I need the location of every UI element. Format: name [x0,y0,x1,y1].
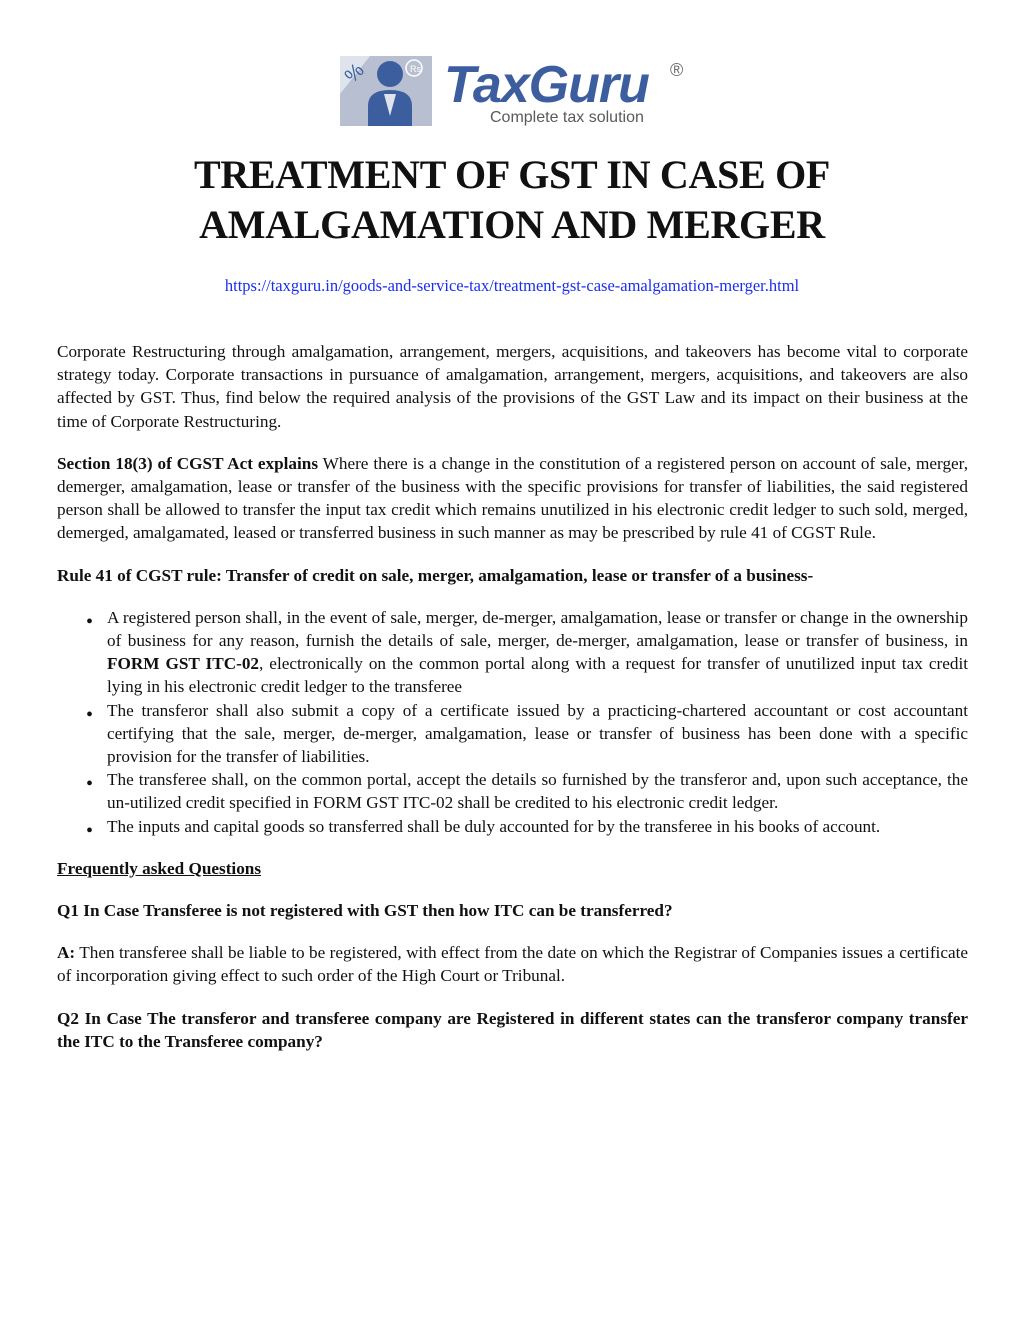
logo-registered-mark: ® [670,60,684,80]
bullet-icon: • [86,773,94,796]
logo-tagline: Complete tax solution [490,109,644,126]
title-line-2: AMALGAMATION AND MERGER [199,202,825,247]
intro-paragraph: Corporate Restructuring through amalgamation, arrangement, mergers, acquisitions, and takeovers has become vital to corporate strategy today. Corporate transactions in pursuance of amalgamation, arrangement, mergers, acquisitions, and takeovers are also affected by GST. Thus, find below the required analysis of the provisions of the GST Law and its impact on their business at the time of Corporate Restructuring. [57,342,968,431]
logo-brand-text: TaxGuru [444,56,649,114]
bullet-3-text: The transferee shall, on the common portal, accept the details so furnished by the transferor and, upon such acceptance, the un-utilized credit specified in FORM GST ITC-02 shall be credited to his electronic credit ledger. [107,770,968,813]
list-item [86,606,969,699]
bullet-icon: • [86,703,94,726]
taxguru-logo [340,54,690,130]
article-body [57,340,968,1072]
faq-question-2: Q2 In Case The transferor and transferee company are Registered in different states can the transferor company transfer the ITC to the Transferee company? [57,1008,968,1051]
section-paragraph [57,452,968,545]
bullet-1-pre: A registered person shall, in the event of sale, merger, de-merger, amalgamation, lease or transfer or change in the ownership of business for any reason, furnish the details of sale, merger, de-merger, amalgamation, lease or transfer of business, in [107,607,968,651]
logo-person-head [377,61,403,87]
bullet-icon: • [86,819,94,842]
taxguru-logo-graphic [340,54,690,130]
rule-heading: Rule 41 of CGST rule: Transfer of credit on sale, merger, amalgamation, lease or transfer of a business- [57,565,814,585]
logo-percent: % [340,59,369,88]
list-item [86,699,968,769]
rule-bullet-list [57,606,969,842]
page-title [0,150,1024,250]
logo-rs: Rs [410,64,421,74]
list-item [86,815,968,842]
answer-label: A: [57,943,76,963]
source-url-link[interactable]: https://taxguru.in/goods-and-service-tax/treatment-gst-case-amalgamation-merger.html [224,276,800,295]
faq-heading: Frequently asked Questions [57,858,262,878]
section-text: Where there is a change in the constitution of a registered person on account of sale, merger, demerger, amalgamation, lease or transfer of the business with the specific provisions for transfer of liabilities, the said registered person shall be allowed to transfer the input tax credit which remains unutilized in his electronic credit ledger to such sold, merged, demerged, amalgamated, leased or transferred business in such manner as may be prescribed by rule 41 of CGST Rule. [57,453,968,543]
answer-text: Then transferee shall be liable to be registered, with effect from the date on which the Registrar of Companies issues a certificate of incorporation giving effect to such order of the High Court or Tribunal. [57,943,968,986]
bullet-2-text: The transferor shall also submit a copy of a certificate issued by a practicing-chartered accountant or cost accountant certifying that the sale, merger, de-merger, amalgamation, lease or transfer of business has been done with a specific provision for the transfer of liabilities. [107,700,968,767]
list-item [86,768,968,814]
bullet-icon: • [86,610,94,633]
bullet-1-post: , electronically on the common portal along with a request for transfer of unutilized input tax credit lying in his electronic credit ledger to the transferee [107,654,969,697]
section-lead: Section 18(3) of CGST Act explains [57,453,319,473]
bullet-1-form: FORM GST ITC-02 [107,654,260,674]
faq-question-1: Q1 In Case Transferee is not registered with GST then how ITC can be transferred? [57,901,673,921]
title-line-1: TREATMENT OF GST IN CASE OF [193,152,831,197]
faq-answer-1 [57,941,968,987]
bullet-4-text: The inputs and capital goods so transferred shall be duly accounted for by the transferee in his books of account. [107,816,881,836]
